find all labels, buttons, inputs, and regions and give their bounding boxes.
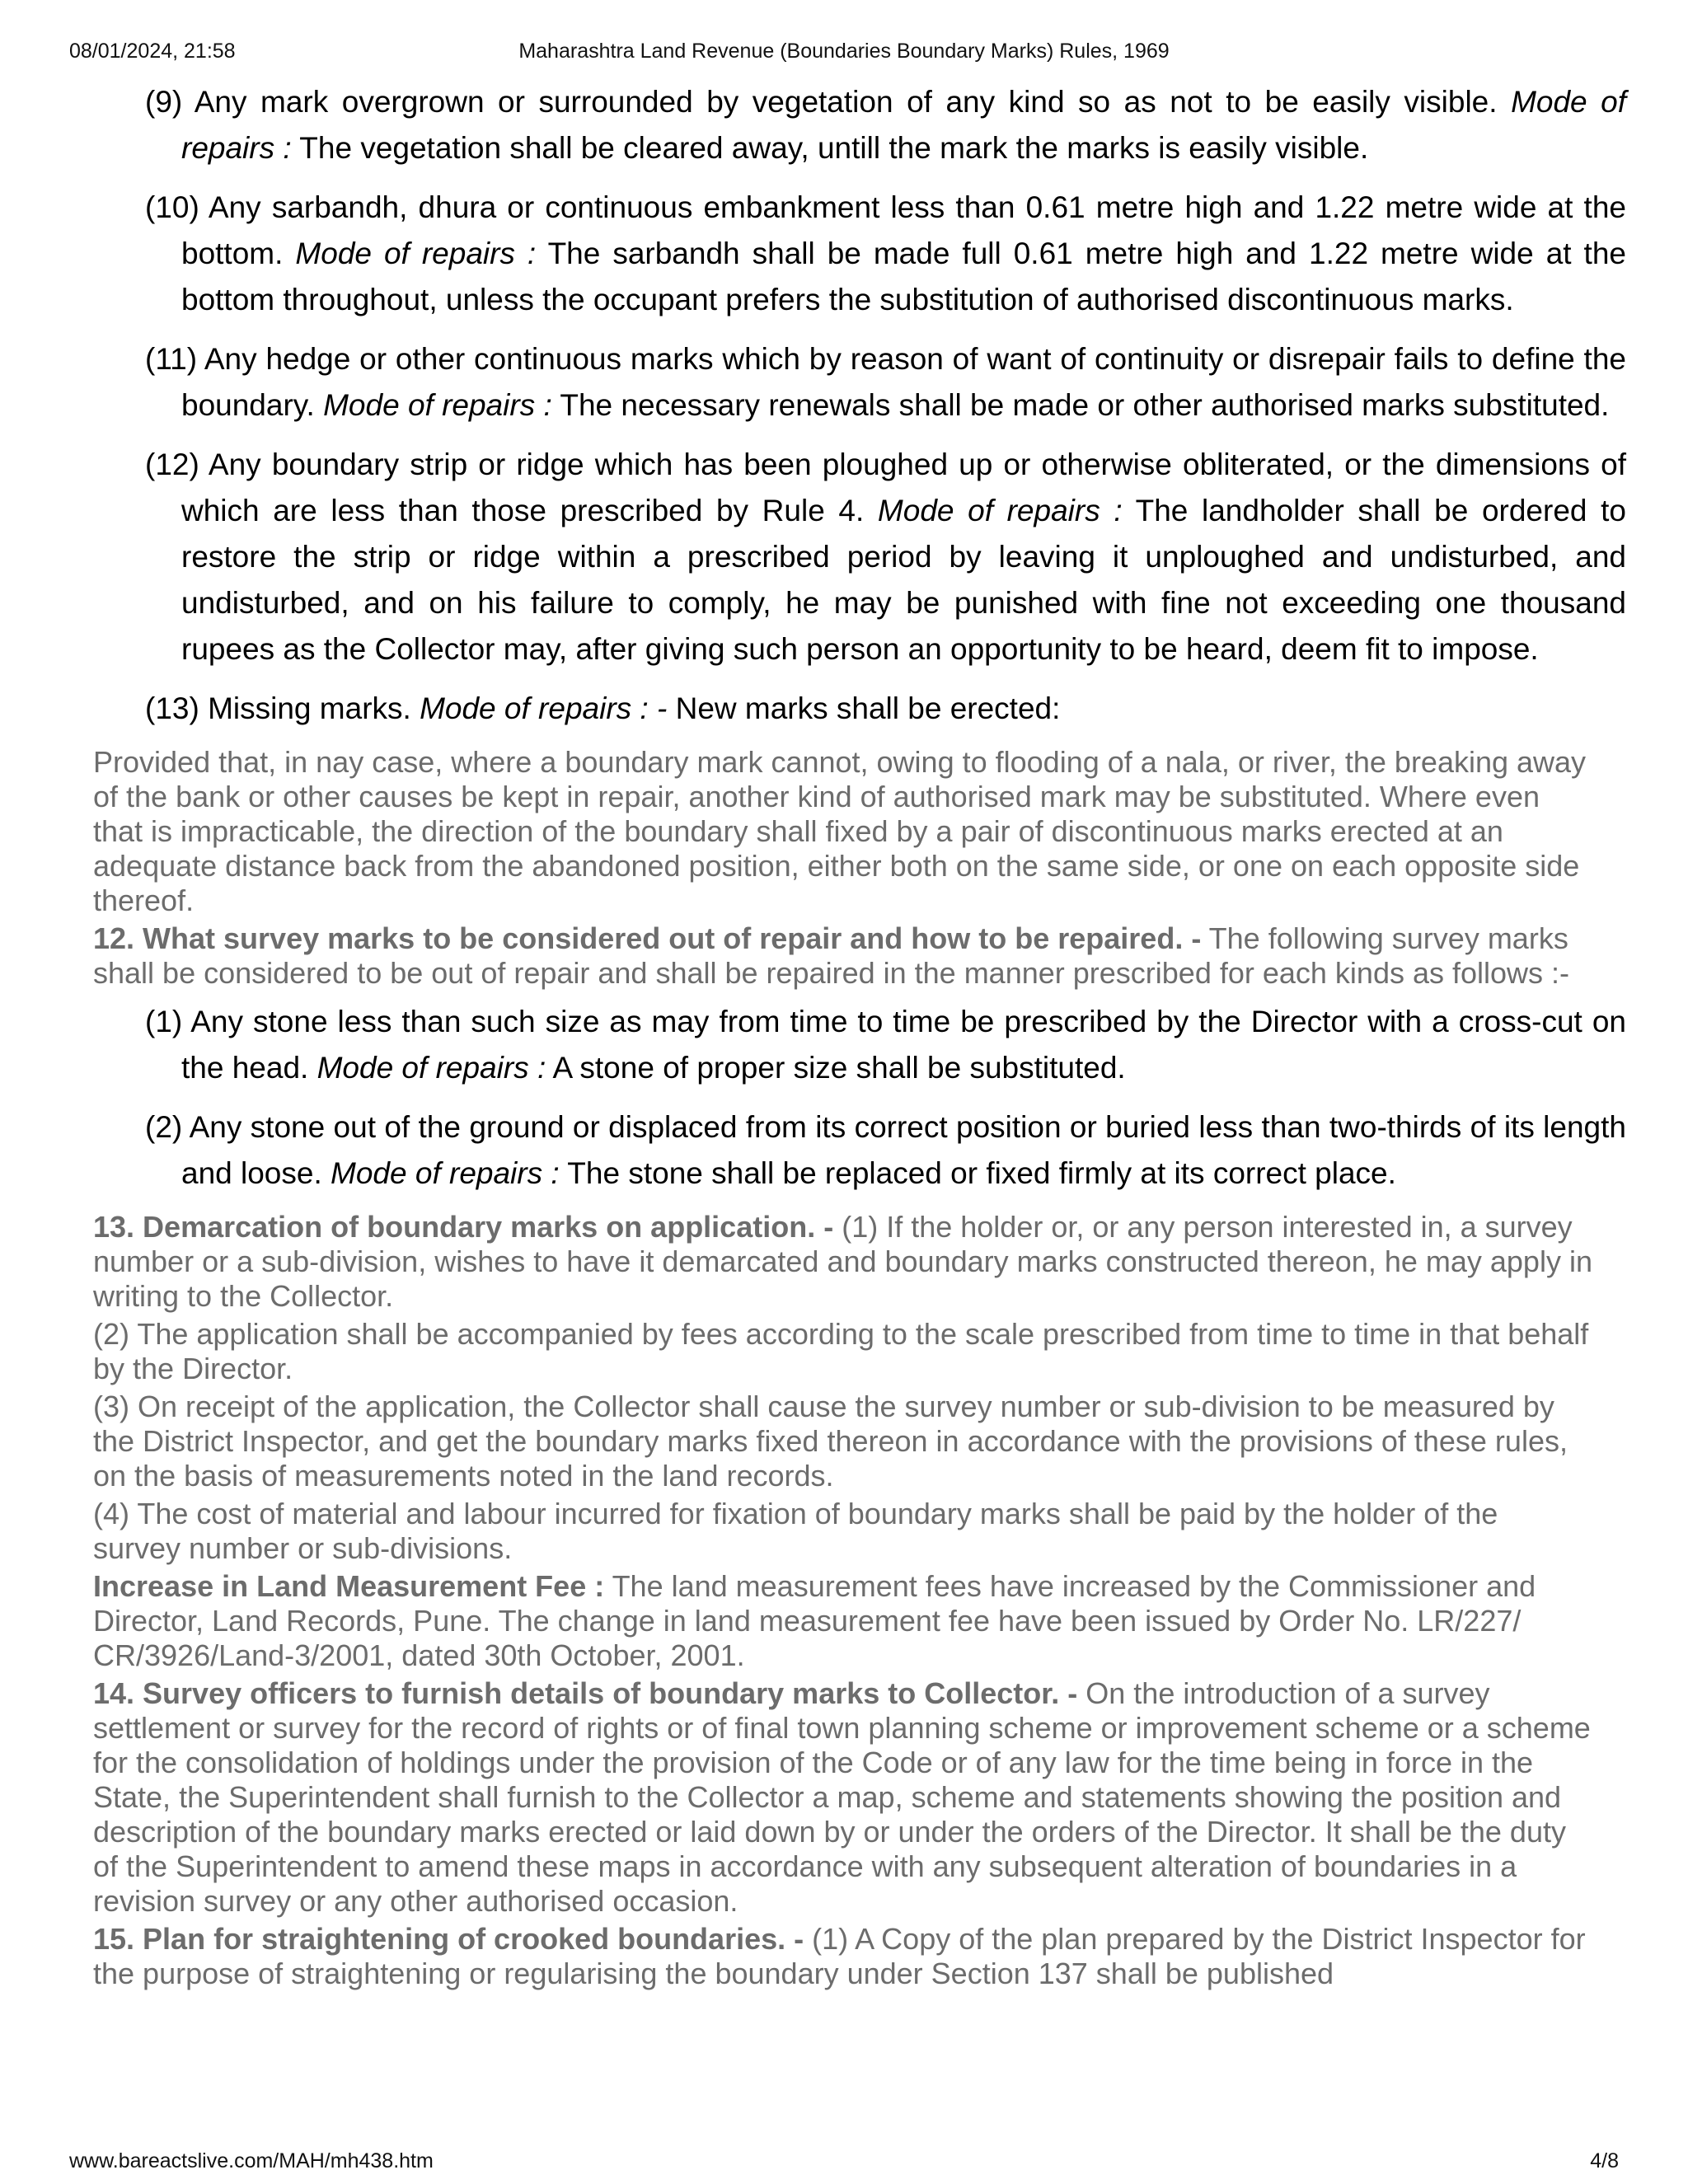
repair-text: The vegetation shall be cleared away, untill the mark the marks is easily visible. bbox=[299, 131, 1369, 165]
item-number: (9) bbox=[145, 85, 183, 119]
rule-15 bbox=[93, 1922, 1593, 1991]
item-number: (1) bbox=[145, 1005, 183, 1038]
rule-text: The following survey marks shall be considered to be out of repair and shall be repaired in the manner prescribed for each kinds as follows :- bbox=[93, 921, 1570, 990]
item-text: Any mark overgrown or surrounded by vegetation of any kind so as not to be easily visible. bbox=[194, 85, 1498, 119]
page-title: Maharashtra Land Revenue (Boundaries Boundary Marks) Rules, 1969 bbox=[518, 40, 1170, 63]
note-text: The land measurement fees have increased by the Commissioner and Director, Land Records, Pune. The change in land measurement fee have been issued by Order No. LR/227/ CR/3926/Land-3/2001, dated 30th October, 2001. bbox=[93, 1569, 1536, 1672]
rule-heading: 14. Survey officers to furnish details of boundary marks to Collector. - bbox=[93, 1676, 1078, 1710]
repair-text: The necessary renewals shall be made or other authorised marks substituted. bbox=[560, 388, 1610, 422]
rule-heading: 12. What survey marks to be considered out of repair and how to be repaired. - bbox=[93, 921, 1202, 955]
proviso-paragraph: Provided that, in nay case, where a boundary mark cannot, owing to flooding of a nala, or river, the breaking away of the bank or other causes be kept in repair, another kind of authorised mark may be substituted. Where even that is impracticable, the direction of the boundary shall fixed by a pair of discontinuous marks erected at an adequate distance back from the abandoned position, either both on the same side, or one on each opposite side thereof. bbox=[93, 745, 1587, 917]
page-number: 4/8 bbox=[1590, 2149, 1619, 2172]
item-text: Missing marks. bbox=[208, 691, 411, 725]
mode-label: Mode of repairs : bbox=[877, 494, 1123, 527]
mode-label: Mode of repairs : bbox=[323, 388, 552, 422]
fee-note bbox=[93, 1569, 1593, 1673]
mode-label: Mode of repairs : - bbox=[420, 691, 668, 725]
list-item bbox=[145, 336, 1626, 429]
item-number: (13) bbox=[145, 691, 199, 725]
item-text: Any stone out of the ground or displaced from its correct position or buried less than two-thirds of its length and loose. bbox=[181, 1110, 1626, 1190]
mode-label: Mode of repairs : bbox=[316, 1051, 546, 1085]
item-number: (10) bbox=[145, 190, 199, 224]
rule-12 bbox=[93, 921, 1593, 991]
mode-label: Mode of repairs : bbox=[331, 1156, 560, 1190]
rule-13-p4: (4) The cost of material and labour incurred for fixation of boundary marks shall be paid by the holder of the survey number or sub-divisions. bbox=[93, 1497, 1498, 1565]
item-text: Any stone less than such size as may from time to time be prescribed by the Director with a cross-cut on the head. bbox=[181, 1005, 1626, 1085]
mode-label: Mode of repairs : bbox=[181, 85, 1627, 165]
item-text: Any boundary strip or ridge which has been ploughed up or otherwise obliterated, or the dimensions of which are less than those prescribed by Rule 4. bbox=[181, 448, 1626, 527]
repair-text: A stone of proper size shall be substituted. bbox=[552, 1051, 1126, 1085]
list-item bbox=[145, 999, 1626, 1091]
list-item bbox=[145, 79, 1626, 171]
rule-text: (1) If the holder or, or any person interested in, a survey number or a sub-division, wishes to have it demarcated and boundary marks constructed thereon, he may apply in writing to the Collector. bbox=[93, 1210, 1592, 1313]
source-url: www.bareactslive.com/MAH/mh438.htm bbox=[69, 2149, 434, 2172]
rule-heading: 13. Demarcation of boundary marks on application. - bbox=[93, 1210, 834, 1244]
list-item bbox=[145, 442, 1626, 673]
note-heading: Increase in Land Measurement Fee : bbox=[93, 1569, 605, 1603]
list-item bbox=[145, 185, 1626, 323]
rule-14 bbox=[93, 1676, 1593, 1919]
rule-13 bbox=[93, 1210, 1593, 1314]
repair-text: The stone shall be replaced or fixed firmly at its correct place. bbox=[567, 1156, 1396, 1190]
repair-text: New marks shall be erected: bbox=[675, 691, 1061, 725]
item-number: (11) bbox=[145, 342, 198, 376]
item-number: (12) bbox=[145, 448, 199, 481]
rule-13-p3: (3) On receipt of the application, the Collector shall cause the survey number or sub-division to be measured by the District Inspector, and get the boundary marks fixed thereon in accordance with the provisions of these rules, on the basis of measurements noted in the land records. bbox=[93, 1390, 1568, 1493]
list-item bbox=[145, 1104, 1626, 1197]
item-text: Any hedge or other continuous marks which by reason of want of continuity or disrepair fails to define the boundary. bbox=[181, 342, 1626, 422]
rule-13-p2: (2) The application shall be accompanied by fees according to the scale prescribed from time to time in that behalf by the Director. bbox=[93, 1317, 1589, 1385]
list-item bbox=[145, 686, 1626, 732]
item-text: Any sarbandh, dhura or continuous embankment less than 0.61 metre high and 1.22 metre wide at the bottom. bbox=[181, 190, 1626, 270]
repair-text: The sarbandh shall be made full 0.61 metre high and 1.22 metre wide at the bottom throughout, unless the occupant prefers the substitution of authorised discontinuous marks. bbox=[181, 237, 1626, 316]
rule-heading: 15. Plan for straightening of crooked boundaries. - bbox=[93, 1922, 804, 1956]
rule-text: (1) A Copy of the plan prepared by the District Inspector for the purpose of straightening or regularising the boundary under Section 137 shall be published bbox=[93, 1922, 1586, 1990]
repair-text: The landholder shall be ordered to restore the strip or ridge within a prescribed period by leaving it unploughed and undisturbed, and undisturbed, and on his failure to comply, he may be punished with fine not exceeding one thousand rupees as the Collector may, after giving such person an opportunity to be heard, deem fit to impose. bbox=[181, 494, 1626, 666]
mode-label: Mode of repairs : bbox=[295, 237, 537, 270]
rule-text: On the introduction of a survey settlement or survey for the record of rights or of final town planning scheme or improvement scheme or a scheme for the consolidation of holdings under the provision of the Code or of any law for the time being in force in the State, the Superintendent shall furnish to the Collector a map, scheme and statements showing the position and description of the boundary marks erected or laid down by or under the orders of the Director. It shall be the duty of the Superintendent to amend these maps in accordance with any subsequent alteration of boundaries in a revision survey or any other authorised occasion. bbox=[93, 1676, 1591, 1918]
item-number: (2) bbox=[145, 1110, 183, 1144]
print-datetime: 08/01/2024, 21:58 bbox=[69, 40, 236, 63]
document-body bbox=[0, 79, 1688, 1991]
